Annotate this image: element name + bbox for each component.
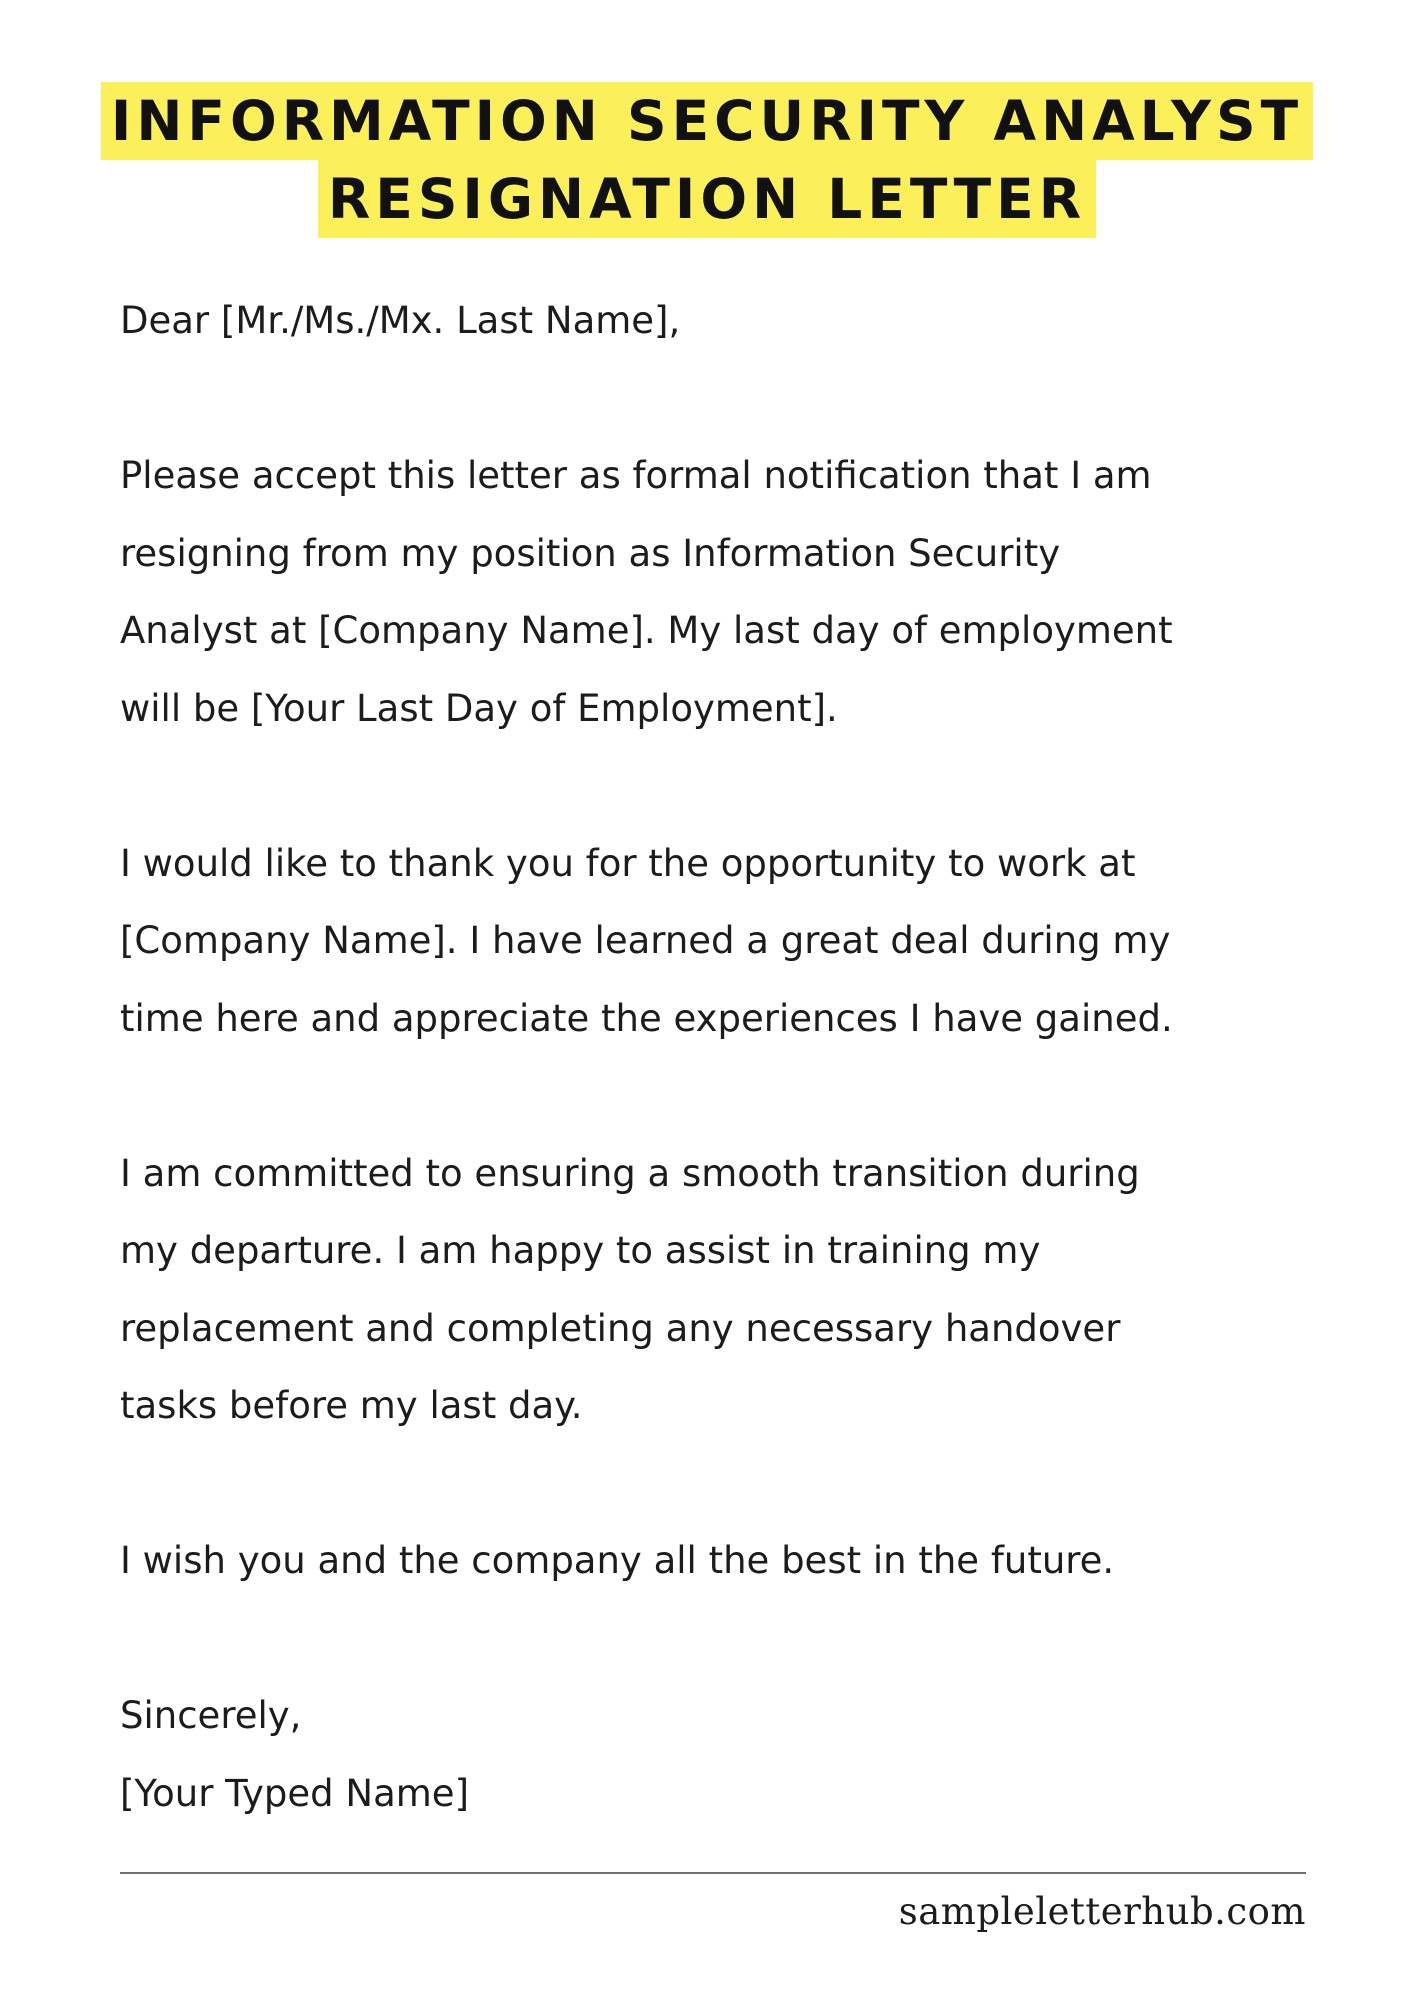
paragraph-resignation-notice: Please accept this letter as formal notification that I am resigning from my position as Information Security Analyst at [Company Name]. My last day of employment will be [Your Last Day of Employment]. <box>120 454 1173 730</box>
title-line-1: INFORMATION SECURITY ANALYST <box>101 82 1313 160</box>
closing: Sincerely, <box>120 1694 302 1737</box>
paragraph-transition: I am committed to ensuring a smooth transition during my departure. I am happy to assist in training my replacement and completing any necessary handover tasks before my last day. <box>120 1151 1140 1427</box>
paragraph-spacer <box>120 747 1350 825</box>
salutation: Dear [Mr./Ms./Mx. Last Name], <box>120 299 681 342</box>
title-line-2: RESIGNATION LETTER <box>318 160 1096 238</box>
signature-placeholder: [Your Typed Name] <box>120 1771 470 1815</box>
paragraph-spacer <box>120 1445 1350 1523</box>
paragraph-well-wishes: I wish you and the company all the best in the future. <box>120 1539 1115 1582</box>
footer-site-name: sampleletterhub.com <box>898 1890 1306 1933</box>
paragraph-spacer <box>120 1057 1350 1135</box>
letter-body <box>120 282 1350 1832</box>
footer-divider <box>120 1872 1306 1874</box>
paragraph-thanks: I would like to thank you for the opportunity to work at [Company Name]. I have learned a great deal during my time here and appreciate the experiences I have gained. <box>120 841 1173 1040</box>
paragraph-spacer <box>120 360 1350 438</box>
paragraph-spacer <box>120 1600 1350 1678</box>
document-title <box>0 82 1414 238</box>
